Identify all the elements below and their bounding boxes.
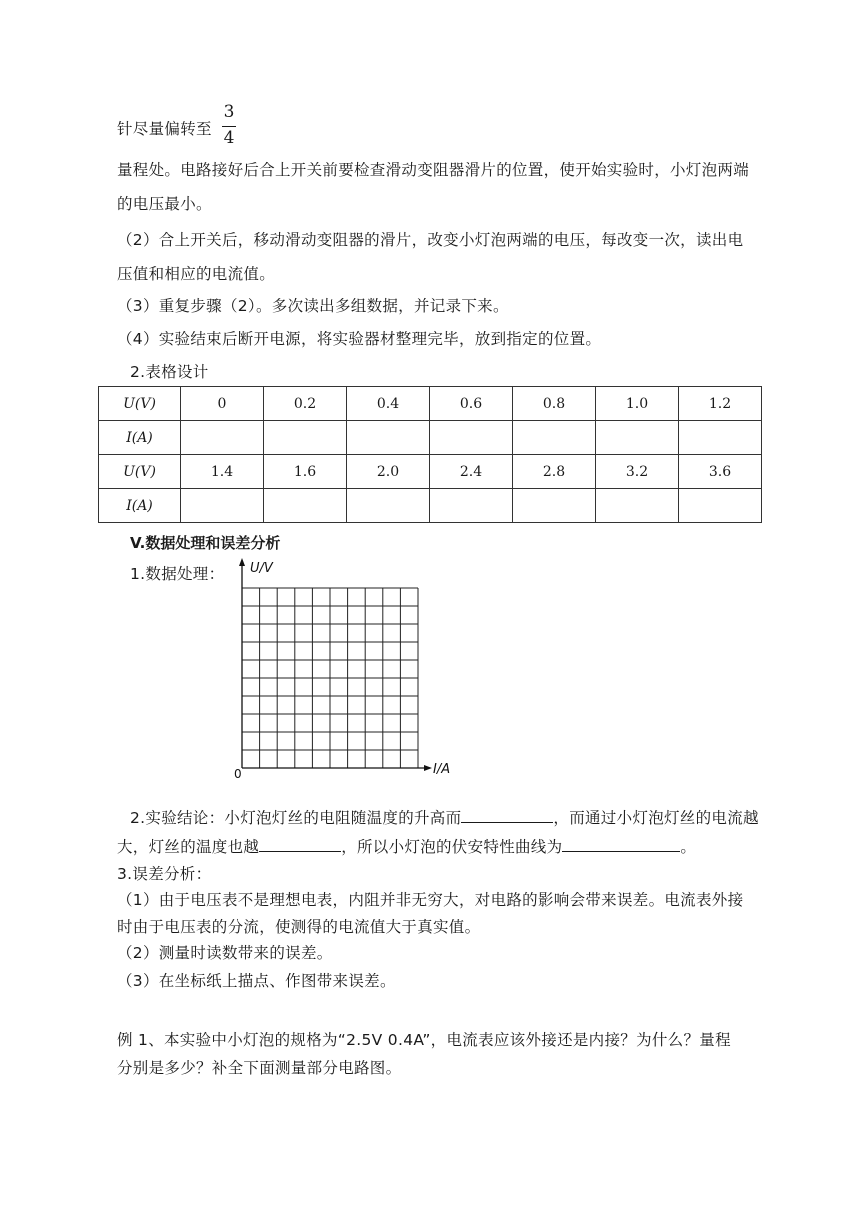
table-cell [513,489,596,523]
fraction-bar [222,126,236,127]
table-cell [679,421,762,455]
table-row [99,387,762,421]
table-cell [430,421,513,455]
table-cell [596,421,679,455]
table-cell: 2.4 [430,455,513,489]
frac-prefix: 针尽量偏转至 [117,120,212,138]
step-4-line: （4）实验结束后断开电源，将实验器材整理完毕，放到指定的位置。 [117,330,602,348]
table-cell [347,421,430,455]
table-cell: 0.2 [264,387,347,421]
fraction-numerator: 3 [223,102,235,122]
table-cell: 3.2 [596,455,679,489]
table-cell [347,489,430,523]
error-item-line: （1）由于电压表不是理想电表，内阻并非无穷大，对电路的影响会带来误差。电流表外接 [117,891,744,909]
x-axis-label: I/A [433,762,451,777]
table-cell [264,421,347,455]
table-cell: 0.6 [430,387,513,421]
conclusion-text: 大，灯丝的温度也越 [117,838,260,856]
table-row [99,455,762,489]
row-header: U(V) [99,455,181,489]
answer-blank[interactable] [461,808,553,823]
error-analysis-heading: 3.误差分析： [117,865,212,883]
conclusion-line [117,835,696,857]
error-item-line: 时由于电压表的分流，使测得的电流值大于真实值。 [117,918,481,936]
section-heading: V.数据处理和误差分析 [130,534,281,552]
table-row [99,421,762,455]
data-processing-label: 1.数据处理： [130,565,225,583]
answer-blank[interactable] [259,837,341,852]
example-line: 分别是多少？补全下面测量部分电路图。 [117,1059,402,1077]
table-cell [513,421,596,455]
row-header: I(A) [99,489,181,523]
y-axis-label: U/V [250,561,273,576]
conclusion-text: ，所以小灯泡的伏安特性曲线为 [341,838,563,856]
conclusion-text: 。 [680,838,697,856]
graph-grid [242,588,418,768]
paragraph-line: 的电压最小。 [117,195,212,213]
data-table [98,386,762,523]
table-title: 2.表格设计 [130,363,209,381]
table-cell: 0.4 [347,387,430,421]
table-cell: 1.2 [679,387,762,421]
conclusion-text: ，而通过小灯泡灯丝的电流越 [553,809,759,827]
fraction-denominator: 4 [223,128,235,148]
table-cell: 1.0 [596,387,679,421]
example-line: 例 1、本实验中小灯泡的规格为“2.5V 0.4A”，电流表应该外接还是内接？为什么？量程 [117,1031,731,1049]
step-2-line: （2）合上开关后，移动滑动变阻器的滑片，改变小灯泡两端的电压，每改变一次，读出电 [117,231,744,249]
step-3-line: （3）重复步骤（2）。多次读出多组数据，并记录下来。 [117,297,509,315]
table-cell [264,489,347,523]
table-cell: 1.4 [181,455,264,489]
table-cell: 0 [181,387,264,421]
conclusion-line [130,806,759,828]
paragraph-line: 量程处。电路接好后合上开关前要检查滑动变阻器滑片的位置，使开始实验时，小灯泡两端 [117,161,750,179]
error-item-line: （2）测量时读数带来的误差。 [117,944,333,962]
table-cell: 1.6 [264,455,347,489]
table-cell [679,489,762,523]
table-cell: 0.8 [513,387,596,421]
table-cell: 3.6 [679,455,762,489]
x-axis-arrow-icon [424,765,432,771]
row-header: U(V) [99,387,181,421]
table-cell [181,421,264,455]
origin-label: 0 [234,767,242,781]
table-row [99,489,762,523]
answer-blank[interactable] [562,837,680,852]
u-i-blank-graph [228,556,460,782]
table-cell [181,489,264,523]
conclusion-text: 2.实验结论：小灯泡灯丝的电阻随温度的升高而 [130,809,462,827]
table-cell [430,489,513,523]
table-cell: 2.8 [513,455,596,489]
y-axis-arrow-icon [239,558,245,566]
table-cell: 2.0 [347,455,430,489]
row-header: I(A) [99,421,181,455]
step-2-line: 压值和相应的电流值。 [117,265,276,283]
table-cell [596,489,679,523]
error-item-line: （3）在坐标纸上描点、作图带来误差。 [117,972,396,990]
